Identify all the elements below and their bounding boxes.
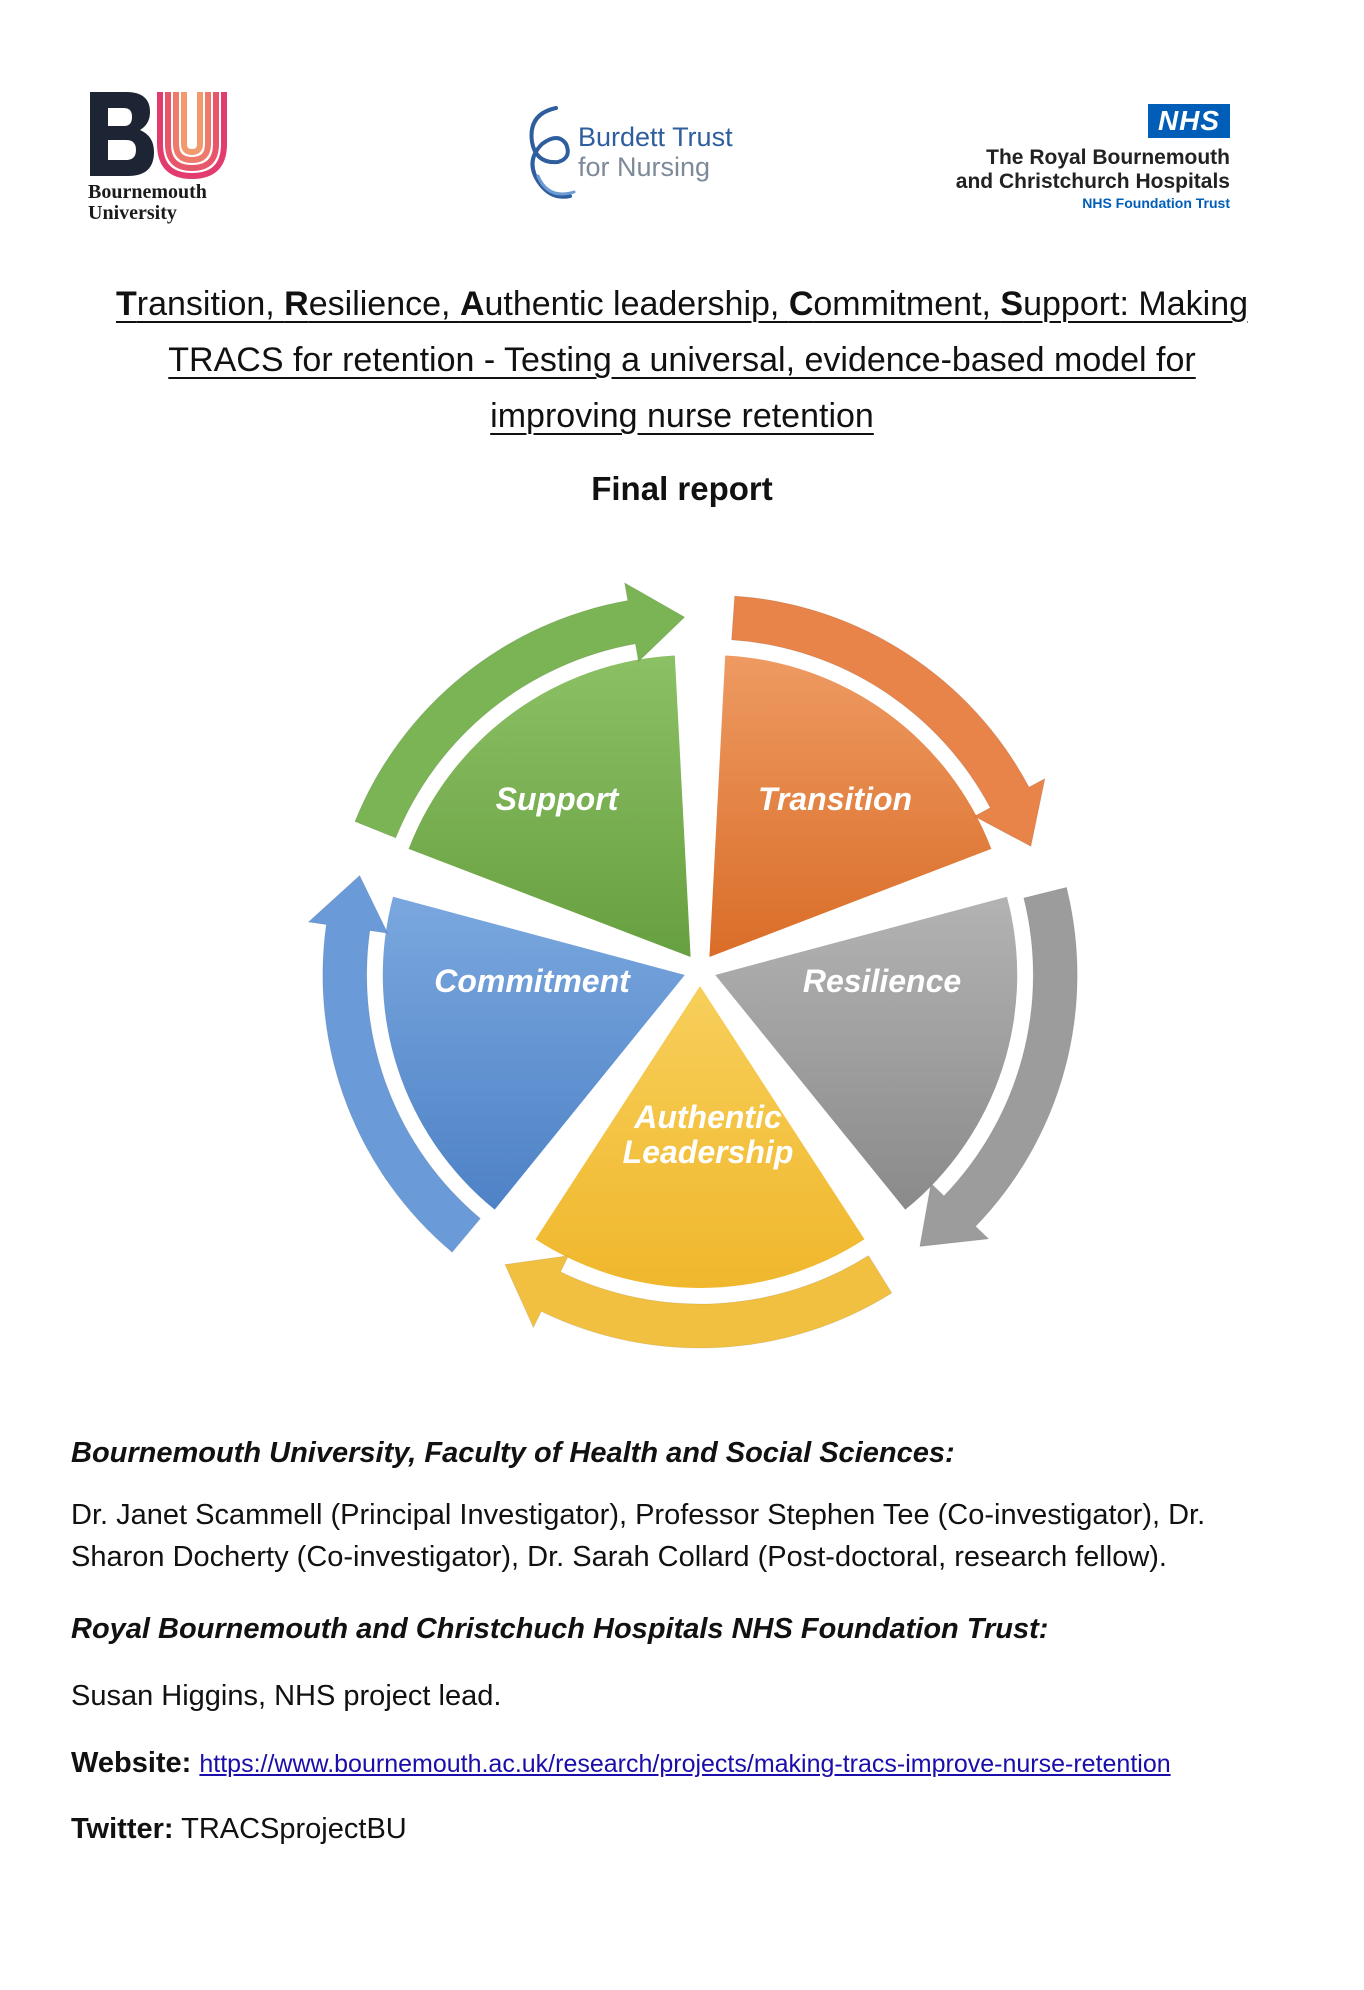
bu-section-people: Dr. Janet Scammell (Principal Investigator), Professor Stephen Tee (Co-investigator), Dr. Sharon Docherty (Co-investigator), Dr. Sarah Collard (Post-doctoral, research fellow). [71,1499,1206,1573]
segment-label-authentic: Authentic [634,1099,782,1135]
nhs-section-people: Susan Higgins, NHS project lead. [71,1680,502,1712]
title-word: ransition, [136,285,285,323]
burdett-ribbon-icon [518,100,578,210]
burdett-trust-logo [518,100,758,210]
nhs-logo-line1: The Royal Bournemouth [986,146,1230,169]
report-title [60,276,1304,444]
title-initial-t: T [115,285,137,323]
website-row [71,1742,1301,1785]
segment-label-commitment: Commitment [434,963,630,999]
bu-caption-line1: Bournemouth [88,181,207,203]
title-word: upport: Making [1023,285,1249,323]
title-line3: improving nurse retention [490,397,874,435]
title-line1 [60,276,1304,332]
twitter-handle: TRACSprojectBU [181,1813,407,1845]
website-label: Website: [71,1747,192,1779]
segment-label-support: Support [495,781,619,817]
title-initial-s: S [1000,285,1024,323]
burdett-sub: for Nursing [578,152,711,182]
nhs-logo-line3: NHS Foundation Trust [1082,195,1230,211]
title-line2: TRACS for retention - Testing a universal, evidence-based model for [168,341,1196,379]
twitter-row [71,1808,1301,1850]
title-word: uthentic leadership, [484,285,789,323]
segment-label-transition: Transition [757,781,913,817]
bournemouth-university-logo [88,90,238,230]
bu-section-heading: Bournemouth University, Faculty of Health and Social Sciences: [71,1437,955,1469]
nhs-logo-line2: and Christchurch Hospitals [955,170,1230,193]
segment-label-leadership: Leadership [622,1134,794,1170]
title-initial-r: R [284,285,309,323]
title-word: esilience, [308,285,460,323]
burdett-name: Burdett Trust [578,122,733,152]
title-initial-c: C [788,285,814,323]
bu-caption-line2: University [88,202,177,224]
twitter-label: Twitter: [71,1813,174,1845]
tracs-cycle-diagram [290,560,1110,1380]
bu-mark-icon [88,90,238,180]
segment-label-resilience: Resilience [802,963,962,999]
bu-logo-caption [88,182,207,224]
nhs-section-heading: Royal Bournemouth and Christchuch Hospitals NHS Foundation Trust: [71,1613,1049,1645]
title-initial-a: A [459,285,485,323]
report-subtitle: Final report [591,470,773,507]
nhs-trust-logo [930,104,1230,214]
title-word: ommitment, [813,285,1001,323]
nhs-badge: NHS [1148,104,1230,138]
website-link[interactable]: https://www.bournemouth.ac.uk/research/projects/making-tracs-improve-nurse-retention [199,1750,1171,1778]
